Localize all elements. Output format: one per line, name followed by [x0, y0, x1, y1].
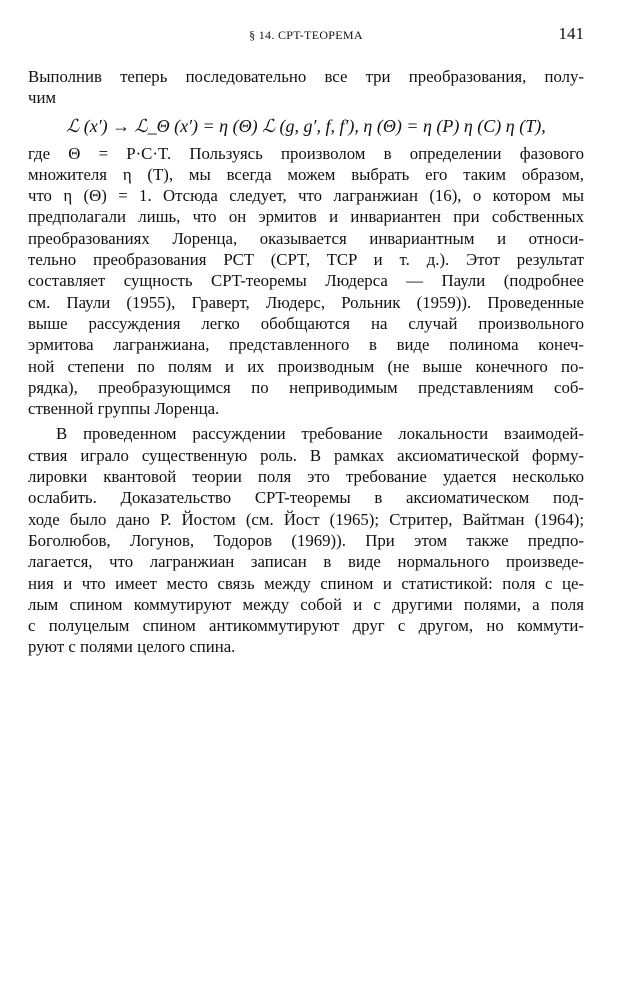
text-line: рядка), преобразующимся по неприводимым представлениям соб- [28, 377, 584, 397]
paragraph-3 [28, 423, 584, 657]
text-line: составляет сущность CPT-теоремы Людерса — Паули (подробнее [28, 271, 584, 291]
text-line: лировки квантовой теории поля это требование удается несколько [28, 467, 584, 487]
text-line: эрмитова лагранжиана, представленного в виде полинома конеч- [28, 335, 584, 355]
text-line: ходе было дано Р. Йостом (см. Йост (1965); Стритер, Вайтман (1964); [28, 509, 584, 529]
section-title: § 14. CPT-ТЕОРЕМА [249, 28, 363, 42]
text-line: ствия играло существенную роль. В рамках аксиоматической форму- [28, 445, 584, 465]
text-line: ственной группы Лоренца. [28, 399, 220, 419]
text-line: В проведенном рассуждении требование локальности взаимодей- [56, 424, 584, 444]
text-line: чим [28, 88, 57, 108]
text-line: где Θ = P·C·T. Пользуясь произволом в определении фазового [28, 143, 584, 163]
paragraph-1 [28, 66, 584, 109]
text-line: множителя η (T), мы всегда можем выбрать его таким образом, [28, 164, 584, 184]
paragraph-2 [28, 143, 584, 420]
text-line: тельно преобразования PCT (CPT, TCP и т. д.). Этот результат [28, 250, 584, 270]
text-line: лым спином коммутируют между собой и с другими полями, а поля [28, 594, 584, 614]
text-line: с полуцелым спином антикоммутируют друг с другом, но коммути- [28, 616, 584, 636]
text-line: ослабить. Доказательство CPT-теоремы в аксиоматическом под- [28, 488, 584, 508]
text-line: выше рассуждения легко обобщаются на случай произвольного [28, 313, 584, 333]
display-formula: ℒ (x′) → ℒ_Θ (x′) = η (Θ) ℒ (g, g′, f, f′), η (Θ) = η (P) η (C) η (T), [66, 115, 546, 136]
text-line: ной степени по полям и их производным (не выше конечного по- [28, 356, 584, 376]
text-line: предполагали лишь, что он эрмитов и инвариантен при собственных [28, 207, 584, 227]
page-body [28, 66, 584, 658]
text-line: лагается, что лагранжиан записан в виде нормального произведе- [28, 552, 584, 572]
text-line: см. Паули (1955), Граверт, Людерс, Рольник (1959)). Проведенные [28, 292, 584, 312]
text-line: руют с полями целого спина. [28, 637, 236, 657]
text-line: преобразованиях Лоренца, оказывается инвариантным и относи- [28, 228, 584, 248]
text-line: что η (Θ) = 1. Отсюда следует, что лагранжиан (16), о котором мы [28, 186, 584, 206]
running-header [28, 24, 584, 48]
text-line: Выполнив теперь последовательно все три преобразования, полу- [28, 67, 584, 86]
text-line: ния и что имеет место связь между спином и статистикой: поля с це- [28, 573, 584, 593]
text-line: Боголюбов, Логунов, Тодоров (1969)). При этом также предпо- [28, 530, 584, 550]
page-number: 141 [558, 24, 584, 43]
